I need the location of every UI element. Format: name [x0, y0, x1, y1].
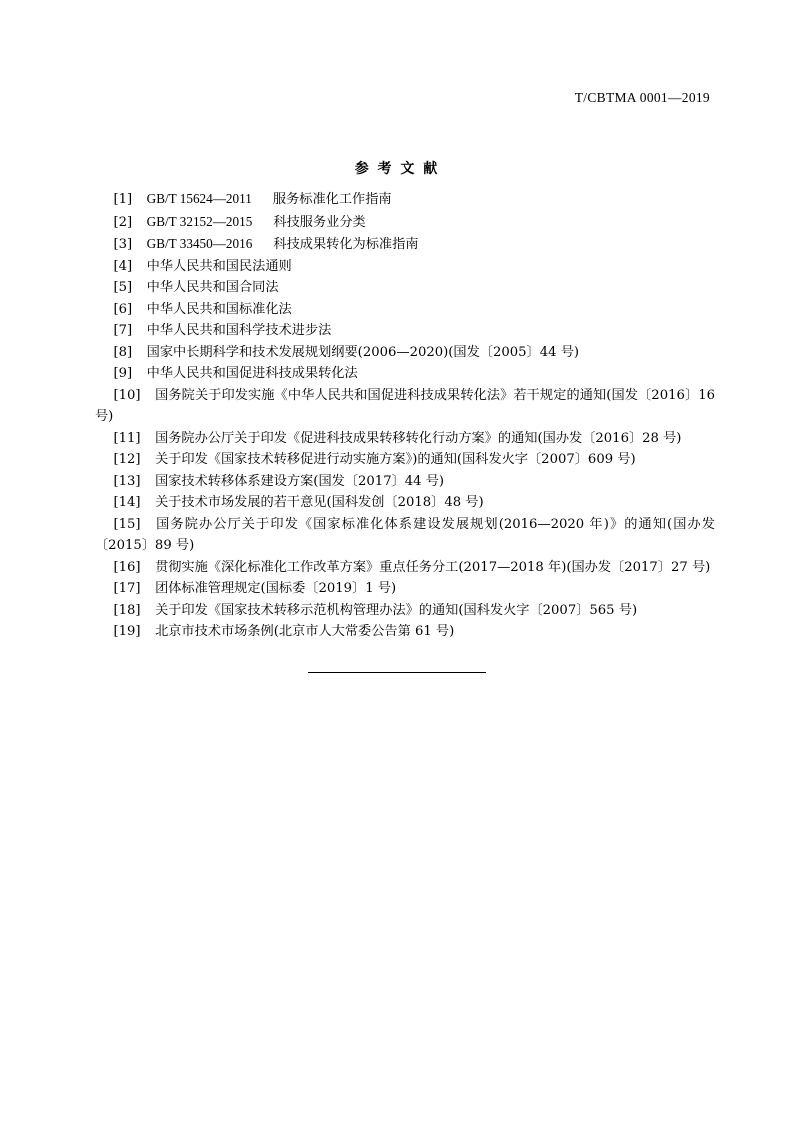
page-title: 参 考 文 献 [354, 161, 440, 177]
reference-number: [13] [113, 473, 141, 489]
reference-standard-code: GB/T 32152—2015 [146, 213, 253, 229]
reference-number: [4] [113, 258, 133, 274]
reference-item [95, 211, 715, 234]
reference-text: 国务院办公厅关于印发《国家标准化体系建设发展规划(2016—2020 年)》的通知(国办发〔2015〕89 号) [95, 516, 715, 554]
reference-item [95, 492, 715, 514]
reference-number: [3] [113, 237, 133, 253]
reference-number: [15] [113, 516, 141, 532]
reference-text: 关于印发《国家技术转移示范机构管理办法》的通知(国科发火字〔2007〕565 号) [155, 602, 638, 618]
reference-number: [1] [113, 192, 133, 207]
end-divider [0, 658, 794, 677]
reference-text: 中华人民共和国科学技术进步法 [146, 323, 332, 339]
reference-item [95, 320, 715, 342]
page-header-standard-code: T/CBTMA 0001—2019 [574, 90, 710, 105]
reference-item [95, 385, 715, 428]
reference-list [95, 188, 715, 643]
reference-standard-code: GB/T 15624—2011 [146, 191, 252, 206]
reference-item [95, 621, 715, 643]
reference-standard-code: GB/T 33450—2016 [146, 236, 253, 252]
reference-item [95, 342, 715, 364]
reference-number: [14] [113, 495, 141, 511]
reference-item [95, 188, 715, 211]
reference-item [95, 256, 715, 278]
reference-item [95, 600, 715, 622]
reference-text: 北京市技术市场条例(北京市人大常委公告第 61 号) [155, 624, 455, 640]
reference-item [95, 363, 715, 385]
reference-number: [19] [113, 624, 141, 640]
reference-number: [10] [113, 387, 141, 403]
reference-text: 关于技术市场发展的若干意见(国科发创〔2018〕48 号) [155, 495, 484, 511]
reference-text: 科技成果转化为标准指南 [273, 237, 419, 253]
reference-number: [18] [113, 602, 141, 618]
reference-text: 贯彻实施《深化标准化工作改革方案》重点任务分工(2017—2018 年)(国办发〔2017〕27 号) [155, 559, 711, 575]
reference-item [95, 299, 715, 321]
reference-text: 国务院关于印发实施《中华人民共和国促进科技成果转化法》若干规定的通知(国发〔2016〕16 号) [95, 387, 715, 425]
reference-text: 国家技术转移体系建设方案(国发〔2017〕44 号) [155, 473, 445, 489]
reference-item [95, 578, 715, 600]
reference-text: 中华人民共和国合同法 [146, 280, 279, 296]
reference-item [95, 471, 715, 493]
reference-text: 中华人民共和国标准化法 [146, 301, 292, 317]
reference-number: [11] [113, 430, 141, 446]
reference-number: [12] [113, 452, 141, 468]
reference-item [95, 557, 715, 579]
reference-number: [6] [113, 301, 133, 317]
reference-text: 国家中长期科学和技术发展规划纲要(2006—2020)(国发〔2005〕44 号) [146, 344, 580, 360]
reference-number: [7] [113, 323, 133, 339]
reference-number: [16] [113, 559, 141, 575]
reference-text: 服务标准化工作指南 [272, 192, 392, 207]
reference-text: 团体标准管理规定(国标委〔2019〕1 号) [155, 581, 397, 597]
reference-text: 中华人民共和国促进科技成果转化法 [146, 366, 358, 382]
reference-text: 关于印发《国家技术转移促进行动实施方案》)的通知(国科发火字〔2007〕609 号) [155, 452, 636, 468]
reference-item [95, 514, 715, 557]
reference-number: [5] [113, 280, 133, 296]
reference-item [95, 428, 715, 450]
reference-number: [9] [113, 366, 133, 382]
reference-item [95, 277, 715, 299]
reference-item [95, 233, 715, 256]
reference-number: [8] [113, 344, 133, 360]
reference-item [95, 449, 715, 471]
reference-text: 科技服务业分类 [273, 214, 366, 230]
reference-number: [2] [113, 214, 133, 230]
reference-text: 中华人民共和国民法通则 [146, 258, 292, 274]
reference-text: 国务院办公厅关于印发《促进科技成果转移转化行动方案》的通知(国办发〔2016〕28 号) [155, 430, 682, 446]
reference-number: [17] [113, 581, 141, 597]
